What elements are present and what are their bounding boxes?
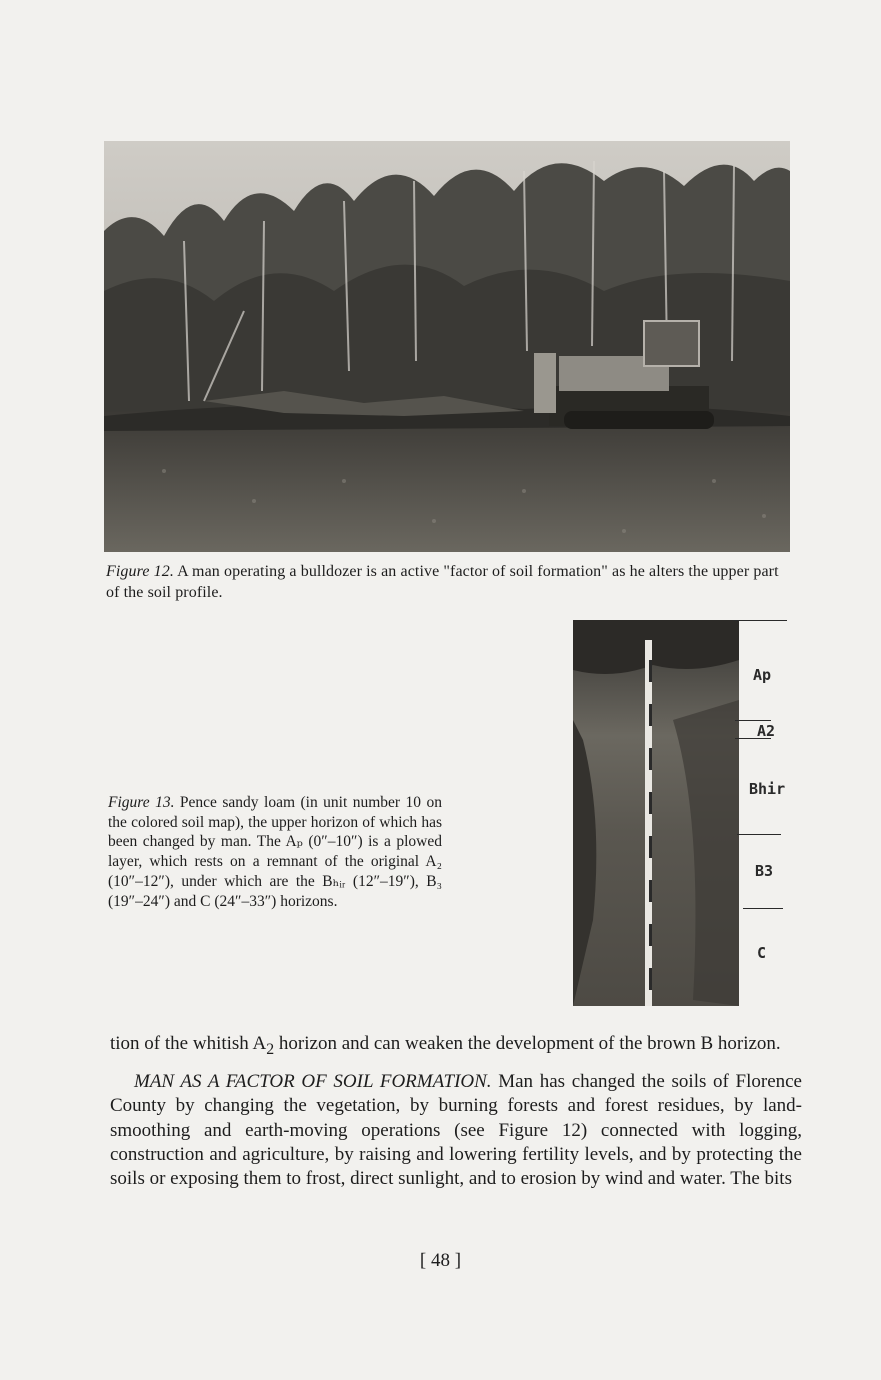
paragraph-continuation — [110, 1032, 802, 1062]
horizon-label-b3: B3 — [755, 862, 774, 880]
paragraph-1-start: tion of the whitish A — [110, 1033, 267, 1054]
bulldozer-forest-image — [104, 141, 790, 552]
section-run-in-heading: MAN AS A FACTOR OF SOIL FORMATION. — [134, 1071, 492, 1093]
figure-13-photo — [573, 620, 739, 1006]
horizon-divider — [743, 908, 783, 909]
figure-12-photo — [104, 141, 790, 552]
soil-horizon-labels — [733, 612, 803, 972]
figure-13-label: Figure 13. — [108, 794, 175, 811]
paragraph-1-subscript: 2 — [266, 1040, 275, 1058]
page-number: [ 48 ] — [419, 1250, 462, 1271]
figure-13-caption-text: Pence sandy loam (in unit number 10 on the colored soil map), the upper horizon of which has been changed by man. The Aₚ (0″–10″) is a plowed layer, which rests on a remnant of the original A₂ (10″–12″), under which are the Bₕᵢᵣ (12″–19″), B₃ (19″–24″) and C (24″–33″) horizons. — [108, 794, 442, 910]
figure-13-caption — [108, 793, 442, 911]
paragraph-2-text: Man has changed the soils of Florence County by changing the vegetation, by burning forests and forest residues, by land-smoothing and earth-moving operations (see Figure 12) connected with logging, construction and agriculture, by raising and lowering fertility levels, and by protecting the soils or exposing them to frost, direct sunlight, and to erosion by wind and water. The bits — [110, 1071, 802, 1190]
horizon-label-c: C — [757, 944, 767, 962]
paragraph-man-factor — [110, 1070, 802, 1191]
horizon-divider — [735, 720, 771, 721]
figure-12-caption-text: A man operating a bulldozer is an active "factor of soil formation" as he alters the upper part of the soil profile. — [106, 563, 779, 601]
horizon-divider — [733, 620, 787, 621]
figure-12-caption — [106, 561, 796, 603]
paragraph-1-end: horizon and can weaken the development of the brown B horizon. — [274, 1033, 781, 1054]
horizon-divider — [735, 738, 771, 739]
horizon-divider — [737, 834, 781, 835]
horizon-label-bhir: Bhir — [749, 780, 786, 798]
body-text — [110, 1032, 802, 1192]
figure-12-label: Figure 12. — [106, 563, 174, 580]
horizon-label-ap: Ap — [753, 666, 772, 684]
horizon-label-a2: A2 — [757, 722, 776, 740]
soil-profile-image — [573, 620, 739, 1006]
